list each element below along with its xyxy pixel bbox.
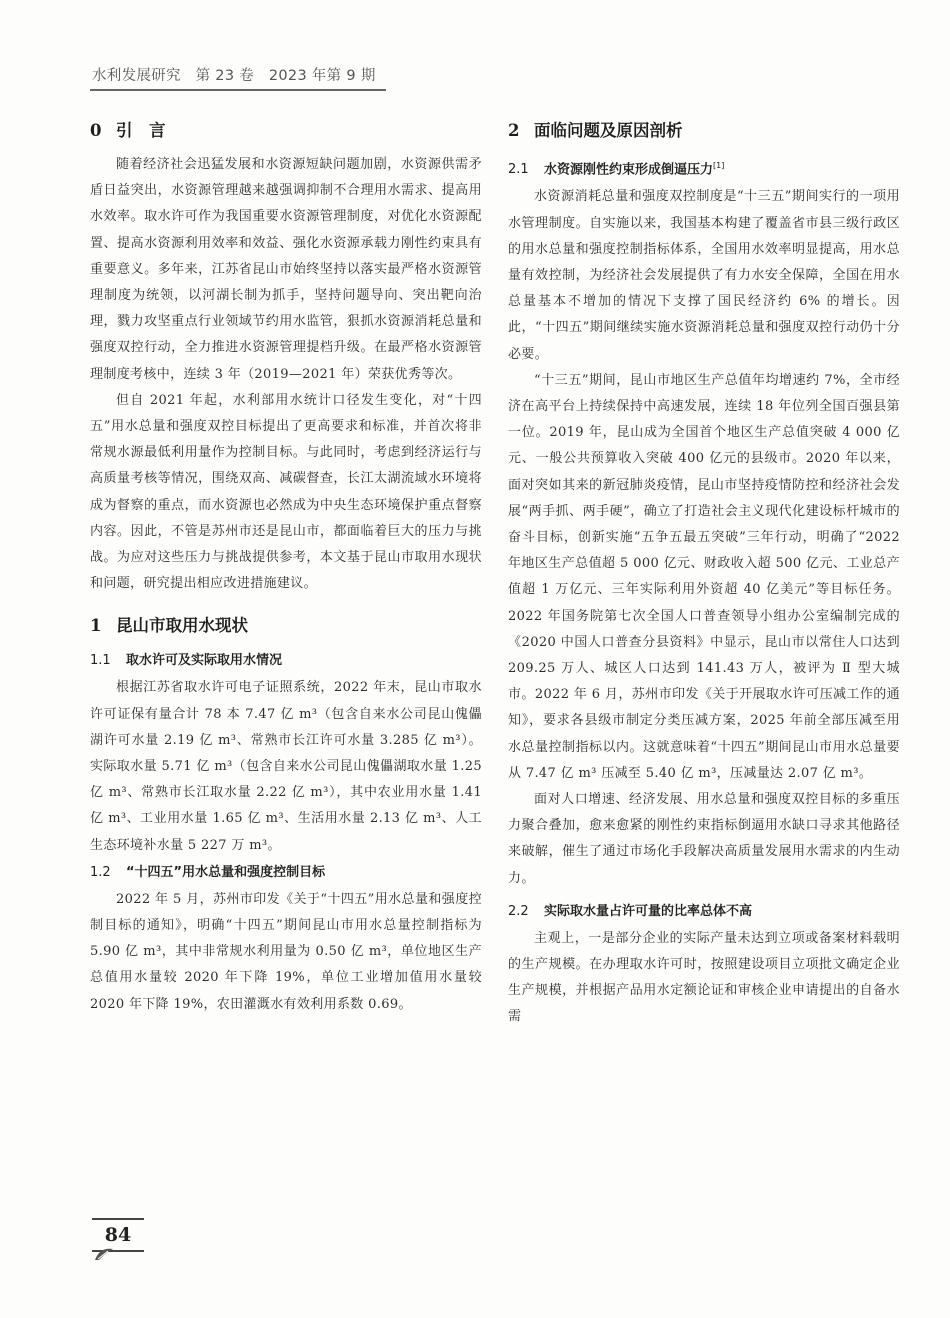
page-number: 84 [92,1218,144,1252]
section-number: 0 [90,121,102,140]
section-title: 面临问题及原因剖析 [534,121,683,140]
paragraph: 根据江苏省取水许可电子证照系统，2022 年末，昆山市取水许可证保有量合计 78 本 7.47 亿 m³（包含自来水公司昆山傀儡湖许可水量 2.19 亿 m³、常熟市长江许可水量 3.285 亿 m³）。实际取水量 5.71 亿 m³（包含自来水公司昆山傀儡湖取水量 1.25 亿 m³、常熟市长江取水量 2.22 亿 m³），其中农业用水量 1.41 亿 m³、工业用水量 1.65 亿 m³、生活用水量 2.13 亿 m³、人工生态环境补水量 5 227 万 m³。 [90,680,482,853]
paragraph: 主观上，一是部分企业的实际产量未达到立项或备案材料载明的生产规模。在办理取水许可时，按照建设项目立项批文确定企业生产规模，并根据产品用水定额论证和审核企业申请提出的自备水需 [508,930,900,1025]
subsection-title: 取水许可及实际取用水情况 [126,653,283,669]
section-number: 1 [90,616,102,636]
section-heading-problems [508,116,900,146]
paragraph: “十三五”期间，昆山市地区生产总值年均增速约 7%，全市经济在高平台上持续保持中高速发展，连续 18 年位列全国百强县第一位。2019 年，昆山成为全国首个地区生产总值突破 4 000 亿元、一般公共预算收入突破 400 亿元的县级市。2020 年以来，面对突如其来的新冠肺炎疫情，昆山市坚持疫情防控和经济社会发展“两手抓、两手硬”，确立了打造社会主义现代化建设标杆城市的奋斗目标，创新实施“五争五最五突破”三年行动，明确了“2022 年地区生产总值超 5 000 亿元、财政收入超 500 亿元、工业总产值超 1 万亿元、三年实际利用外资超 40 亿美元”等目标任务。2022 年国务院第七次全国人口普查领导小组办公室编制完成的《2020 中国人口普查分县资料》中显示，昆山市以常住人口达到 209.25 万人、城区人口达到 141.43 万人，被评为 Ⅱ 型大城市。2022 年 6 月，苏州市印发《关于开展取水许可压减工作的通知》，要求各县级市制定分类压减方案，2025 年前全部压减至用水总量控制指标以内。这就意味着“十四五”期间昆山市用水总量要从 7.47 亿 m³ 压减至 5.40 亿 m³，压减量达 2.07 亿 m³。 [508,372,900,781]
subsection-title: 水资源刚性约束形成倒逼压力 [544,162,714,178]
running-header: 水利发展研究 第 23 卷 2023 年第 9 期 [92,68,376,84]
section-title: 引 言 [116,121,166,140]
subsection-heading [90,647,482,675]
subsection-number: 2.1 [508,162,529,178]
subsection-heading [90,859,482,887]
page-ornament-icon [93,1246,115,1262]
right-column [508,116,900,1031]
subsection-heading [508,898,900,926]
paragraph: 随着经济社会迅猛发展和水资源短缺问题加剧，水资源供需矛盾日益突出，水资源管理越来越强调抑制不合理用水需求、提高用水效率。取水许可作为我国重要水资源管理制度，对优化水资源配置、提高水资源利用效率和效益、强化水资源承载力刚性约束具有重要意义。多年来，江苏省昆山市始终坚持以落实最严格水资源管理制度为统领，以河湖长制为抓手，坚持问题导向、突出靶向治理，戮力攻坚重点行业领域节约用水监管，狠抓水资源消耗总量和强度双控行动，全力推进水资源管理提档升级。在最严格水资源管理制度考核中，连续 3 年（2019—2021 年）荣获优秀等次。 [90,157,482,382]
section-title: 昆山市取用水现状 [116,616,248,636]
subsection-title: 实际取水量占许可量的比率总体不高 [544,903,753,919]
paragraph: 面对人口增速、经济发展、用水总量和强度双控目标的多重压力聚合叠加，愈来愈紧的刚性约束指标倒逼用水缺口寻求其他路径来破解，催生了通过市场化手段解决高质量发展用水需求的内生动力。 [508,792,900,886]
header-rule [90,89,386,91]
subsection-number: 1.2 [90,864,111,880]
section-heading-current-status [90,611,482,641]
left-column [90,116,482,1018]
paragraph: 2022 年 5 月，苏州市印发《关于“十四五”用水总量和强度控制目标的通知》，明确“十四五”期间昆山市用水总量控制指标为 5.90 亿 m³，其中非常规水利用量为 0.50 亿 m³，单位地区生产总值用水量较 2020 年下降 19%，单位工业增加值用水量较 2020 年下降 19%，农田灌溉水有效利用系数 0.69。 [90,891,482,1012]
paragraph: 但自 2021 年起，水利部用水统计口径发生变化，对“十四五”用水总量和强度双控目标提出了更高要求和标准，并首次将非常规水源最低利用量作为控制目标。与此同时，考虑到经济运行与高质量考核等情况，围绕双高、减碳督查，长江太湖流域水环境将成为督察的重点，而水资源也必然成为中央生态环境保护重点督察内容。因此，不管是苏州市还是昆山市，都面临着巨大的压力与挑战。为应对这些压力与挑战提供参考，本文基于昆山市取用水现状和问题，研究提出相应改进措施建议。 [90,392,482,592]
subsection-number: 1.1 [90,653,111,669]
subsection-heading [508,152,900,184]
subsection-title: “十四五”用水总量和强度控制目标 [126,864,326,880]
subsection-number: 2.2 [508,903,529,919]
section-number: 2 [508,121,520,140]
section-heading-introduction [90,116,482,146]
paragraph: 水资源消耗总量和强度双控制度是“十三五”期间实行的一项用水管理制度。自实施以来，我国基本构建了覆盖省市县三级行政区的用水总量和强度控制指标体系，全国用水效率明显提高，用水总量有效控制，为经济社会发展提供了有力水安全保障，全国在用水总量基本不增加的情况下支撑了国民经济约 6% 的增长。因此，“十四五”期间继续实施水资源消耗总量和强度双控行动仍十分必要。 [508,189,900,362]
citation-ref: [1] [713,161,725,170]
